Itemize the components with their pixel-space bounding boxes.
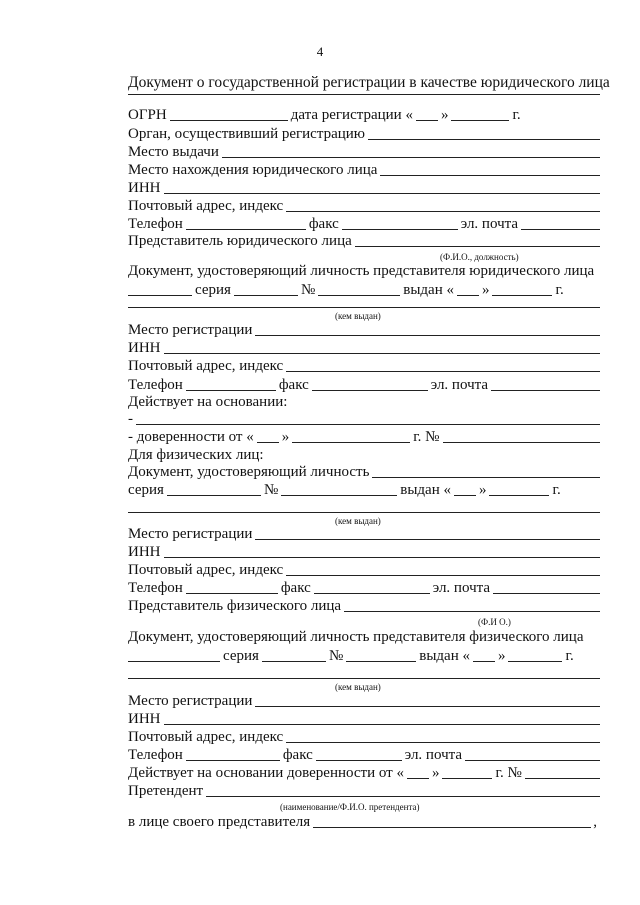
individual-rep-issued-by-field[interactable] [128,678,600,679]
legal-rep-poa-month-field[interactable] [292,428,410,443]
legal-rep-fax-label: факс [278,377,309,393]
ogrn-field[interactable] [170,106,288,121]
legal-representative-label: Представитель юридического лица [128,233,352,249]
individual-contacts-row [128,579,600,597]
legal-rep-email-label: эл. почта [430,377,489,393]
legal-email-field[interactable] [521,215,600,230]
individual-fax-field[interactable] [314,579,430,594]
individual-doc-field[interactable] [372,463,600,478]
legal-fax-label: факс [308,216,339,232]
individual-representative-field[interactable] [344,597,600,612]
title-underline[interactable] [128,94,600,95]
legal-rep-contacts-row [128,376,600,394]
ogrn-label: ОГРН [128,107,167,123]
individual-heading-row [128,446,600,464]
legal-rep-number-label: № [300,282,316,298]
applicant-caption: (наименование/Ф.И.О. претендента) [280,802,420,812]
legal-rep-poa-label: - доверенности от « [128,429,254,445]
legal-rep-series-label: серия [195,282,231,298]
legal-rep-series-row [128,281,600,299]
legal-representative-field[interactable] [355,232,600,247]
legal-rep-poa-day-field[interactable] [257,428,279,443]
individual-issued-month-field[interactable] [489,481,549,496]
legal-rep-fax-field[interactable] [312,376,428,391]
reg-date-label: дата регистрации « [290,107,413,123]
applicant-comma: , [593,814,597,830]
individual-rep-postal-label: Почтовый адрес, индекс [128,729,284,745]
legal-rep-issued-label: выдан « [403,282,454,298]
reg-date-quote: » [440,107,449,123]
individual-rep-poa-month-field[interactable] [442,764,492,779]
individual-email-field[interactable] [493,579,600,594]
legal-phone-field[interactable] [186,215,306,230]
individual-representative-label: Представитель физического лица [128,598,342,614]
legal-rep-poa-quote: » [281,429,290,445]
individual-rep-number-label: № [328,648,344,664]
legal-rep-issued-month-field[interactable] [492,281,552,296]
individual-issued-label: выдан « [400,482,451,498]
applicant-label: Претендент [128,783,204,799]
legal-fax-field[interactable] [342,215,458,230]
legal-rep-issued-by-caption: (кем выдан) [335,311,381,321]
place-issue-row [128,143,600,161]
legal-rep-doc-row [128,262,600,280]
reg-month-field[interactable] [451,106,509,121]
individual-rep-phone-label: Телефон [128,747,183,763]
individual-rep-issued-by-caption: (кем выдан) [335,682,381,692]
individual-doc-label: Документ, удостоверяющий личность [128,464,370,480]
individual-issued-by-caption: (кем выдан) [335,516,381,526]
legal-rep-basis-row [128,393,600,411]
individual-rep-poa-quote: » [431,765,440,781]
individual-rep-poa-year-no-label: г. № [495,765,522,781]
individual-representative-row [128,597,600,615]
individual-heading: Для физических лиц: [128,447,264,463]
legal-rep-reg-row [128,321,600,339]
legal-postal-field[interactable] [286,197,600,212]
legal-rep-poa-year-no-label: г. № [413,429,440,445]
page-number: 4 [316,44,324,59]
legal-rep-issued-quote: » [481,282,490,298]
applicant-represented-label: в лице своего представителя [128,814,311,830]
legal-rep-basis-dash: - [128,411,133,427]
individual-rep-poa-number-field[interactable] [525,764,600,779]
organ-label: Орган, осуществивший регистрацию [128,126,365,142]
individual-rep-issued-day-field[interactable] [473,647,495,662]
individual-reg-field[interactable] [255,525,600,540]
legal-representative-caption: (Ф.И.О., должность) [440,252,519,262]
legal-rep-poa-number-field[interactable] [443,428,601,443]
legal-rep-email-field[interactable] [491,376,600,391]
individual-rep-series-field[interactable] [262,647,326,662]
legal-postal-row [128,197,600,215]
legal-rep-year-label: г. [555,282,564,298]
legal-rep-doc-type-field[interactable] [128,281,192,296]
individual-rep-poa-label: Действует на основании доверенности от « [128,765,404,781]
individual-rep-inn-label: ИНН [128,711,161,727]
individual-rep-issued-label: выдан « [419,648,470,664]
individual-rep-fax-label: факс [282,747,313,763]
organ-row [128,125,600,143]
location-row [128,161,600,179]
reg-day-field[interactable] [416,106,438,121]
legal-rep-issued-day-field[interactable] [457,281,479,296]
individual-rep-postal-field[interactable] [286,728,600,743]
individual-rep-fax-field[interactable] [316,746,402,761]
individual-postal-field[interactable] [286,561,600,576]
legal-rep-phone-label: Телефон [128,377,183,393]
individual-rep-doc-type-field[interactable] [128,647,220,662]
individual-number-field[interactable] [281,481,397,496]
legal-contacts-row [128,215,600,233]
legal-rep-postal-field[interactable] [286,357,600,372]
individual-rep-reg-field[interactable] [255,692,600,707]
reg-year-label: г. [512,107,521,123]
ogrn-row [128,106,600,124]
place-issue-field[interactable] [222,143,600,158]
location-field[interactable] [380,161,600,176]
individual-rep-postal-row [128,728,600,746]
legal-rep-postal-row [128,357,600,375]
individual-doc-row [128,463,600,481]
individual-reg-label: Место регистрации [128,526,253,542]
legal-rep-phone-field[interactable] [186,376,276,391]
individual-representative-caption: (Ф.И О.) [478,617,511,627]
legal-rep-basis-label: Действует на основании: [128,394,288,410]
organ-field[interactable] [368,125,600,140]
legal-email-label: эл. почта [460,216,519,232]
legal-phone-label: Телефон [128,216,183,232]
individual-reg-row [128,525,600,543]
legal-rep-doc-label: Документ, удостоверяющий личность представителя юридического лица [128,263,595,279]
legal-rep-reg-field[interactable] [255,321,600,336]
legal-rep-reg-label: Место регистрации [128,322,253,338]
individual-rep-year-label: г. [565,648,574,664]
legal-rep-basis-field[interactable] [136,410,600,425]
individual-rep-inn-field[interactable] [164,710,601,725]
individual-rep-issued-quote: » [497,648,506,664]
legal-rep-poa-row [128,428,600,446]
legal-inn-row [128,179,600,197]
individual-phone-field[interactable] [186,579,278,594]
applicant-represented-field[interactable] [313,813,591,828]
individual-issued-quote: » [478,482,487,498]
legal-rep-number-field[interactable] [318,281,400,296]
legal-rep-series-field[interactable] [234,281,298,296]
applicant-row [128,782,600,800]
individual-rep-email-field[interactable] [465,746,600,761]
legal-representative-row [128,232,600,250]
applicant-field[interactable] [206,782,600,797]
individual-rep-doc-label: Документ, удостоверяющий личность представителя физического лица [128,629,584,645]
individual-inn-field[interactable] [164,543,601,558]
individual-rep-reg-row [128,692,600,710]
individual-rep-inn-row [128,710,600,728]
legal-postal-label: Почтовый адрес, индекс [128,198,284,214]
individual-inn-label: ИНН [128,544,161,560]
individual-rep-email-label: эл. почта [404,747,463,763]
legal-rep-inn-row [128,339,600,357]
individual-rep-phone-field[interactable] [186,746,280,761]
individual-rep-number-field[interactable] [346,647,416,662]
applicant-represented-row [128,813,600,831]
individual-number-label: № [263,482,279,498]
individual-inn-row [128,543,600,561]
individual-fax-label: факс [280,580,311,596]
individual-rep-series-row [128,647,600,665]
legal-inn-field[interactable] [164,179,601,194]
legal-rep-inn-field[interactable] [164,339,601,354]
individual-rep-reg-label: Место регистрации [128,693,253,709]
individual-series-field[interactable] [167,481,261,496]
individual-phone-label: Телефон [128,580,183,596]
individual-rep-issued-month-field[interactable] [508,647,562,662]
individual-rep-poa-row [128,764,600,782]
legal-rep-inn-label: ИНН [128,340,161,356]
place-issue-label: Место выдачи [128,144,219,160]
individual-email-label: эл. почта [432,580,491,596]
individual-year-label: г. [552,482,561,498]
form-title: Документ о государственной регистрации в качестве юридического лица [128,74,610,91]
location-label: Место нахождения юридического лица [128,162,378,178]
individual-issued-day-field[interactable] [454,481,476,496]
individual-series-label: серия [128,482,164,498]
individual-rep-poa-day-field[interactable] [407,764,429,779]
individual-postal-row [128,561,600,579]
individual-rep-doc-row [128,628,600,646]
individual-rep-series-label: серия [223,648,259,664]
individual-series-row [128,481,600,499]
individual-postal-label: Почтовый адрес, индекс [128,562,284,578]
legal-inn-label: ИНН [128,180,161,196]
individual-rep-contacts-row [128,746,600,764]
legal-rep-basis-line-row [128,410,600,428]
individual-issued-by-field[interactable] [128,512,600,513]
legal-rep-issued-by-field[interactable] [128,307,600,308]
legal-rep-postal-label: Почтовый адрес, индекс [128,358,284,374]
